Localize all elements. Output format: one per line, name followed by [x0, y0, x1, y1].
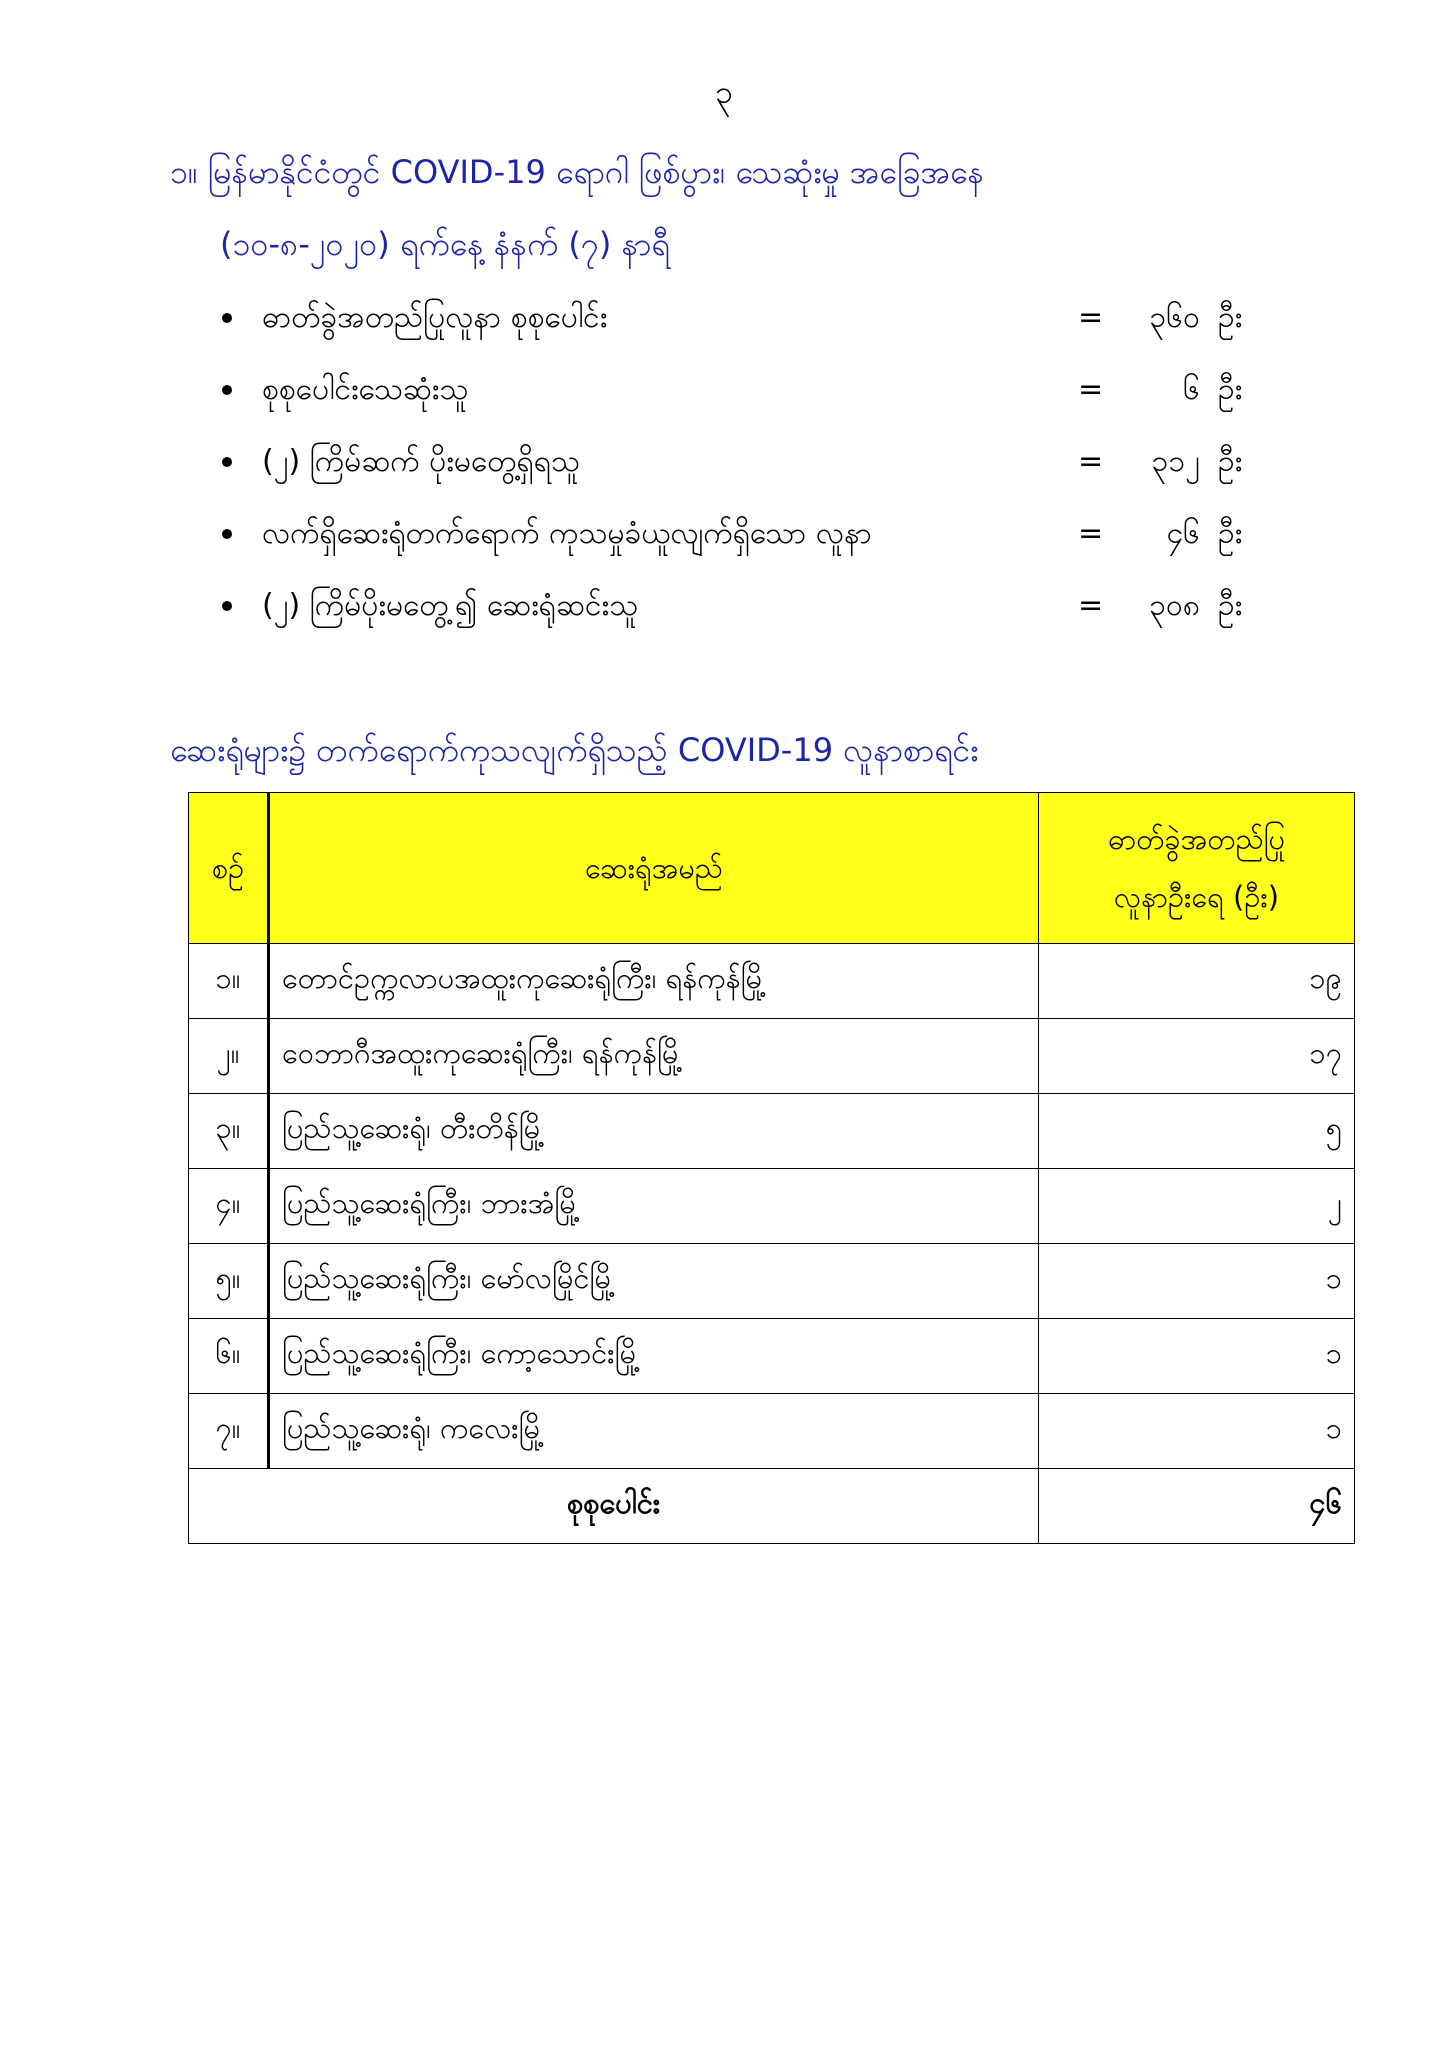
stat-value: ၃၆၀	[1149, 300, 1200, 335]
total-label: စုစုပေါင်း	[189, 1469, 1039, 1544]
row-hospital-name: ပြည်သူ့ဆေးရုံ၊ တီးတိန်မြို့	[269, 1094, 1039, 1169]
header-hospital-name: ဆေးရုံအမည်	[269, 793, 1039, 944]
stat-equals: =	[1078, 516, 1104, 551]
total-value: ၄၆	[1039, 1469, 1355, 1544]
section-title: ၁။ မြန်မာနိုင်ငံတွင် COVID-19 ရောဂါ ဖြစ်ပွား၊ သေဆုံးမှု အခြေအနေ	[170, 153, 984, 191]
table-header-row	[189, 793, 1355, 944]
table-row	[189, 1319, 1355, 1394]
stat-equals: =	[1078, 444, 1104, 479]
row-patient-count: ၅	[1039, 1094, 1355, 1169]
table-total-row	[189, 1469, 1355, 1544]
stat-label: (၂) ကြိမ်ဆက် ပိုးမတွေ့ရှိရသူ	[262, 444, 580, 479]
table-row	[189, 944, 1355, 1019]
row-no: ၆။	[189, 1319, 269, 1394]
table-row	[189, 1019, 1355, 1094]
stat-item	[0, 292, 1448, 344]
stat-unit: ဦး	[1218, 588, 1243, 623]
stat-item	[0, 436, 1448, 488]
table-row	[189, 1169, 1355, 1244]
stat-value: ၃၀၈	[1149, 588, 1200, 623]
stat-value: ၃၁၂	[1151, 444, 1200, 479]
stat-value: ၄၆	[1166, 516, 1200, 551]
row-patient-count: ၁	[1039, 1394, 1355, 1469]
row-no: ၃။	[189, 1094, 269, 1169]
row-patient-count: ၁	[1039, 1319, 1355, 1394]
table-title: ဆေးရုံများ၌ တက်ရောက်ကုသလျက်ရှိသည့် COVID-19 လူနာစာရင်း	[170, 731, 979, 769]
stat-equals: =	[1078, 588, 1104, 623]
stat-value: ၆	[1183, 372, 1200, 407]
table-row	[189, 1244, 1355, 1319]
stat-equals: =	[1078, 300, 1104, 335]
header-no: စဉ်	[189, 793, 269, 944]
row-patient-count: ၂	[1039, 1169, 1355, 1244]
stat-label: ဓာတ်ခွဲအတည်ပြုလူနာ စုစုပေါင်း	[262, 300, 608, 335]
stat-unit: ဦး	[1218, 516, 1243, 551]
stat-label: (၂) ကြိမ်ပိုးမတွေ့၍ ဆေးရုံဆင်းသူ	[262, 588, 639, 623]
row-patient-count: ၁	[1039, 1244, 1355, 1319]
row-patient-count: ၁၇	[1039, 1019, 1355, 1094]
stat-item	[0, 580, 1448, 632]
stat-unit: ဦး	[1218, 300, 1243, 335]
row-no: ၄။	[189, 1169, 269, 1244]
row-hospital-name: ပြည်သူ့ဆေးရုံကြီး၊ ဘားအံမြို့	[269, 1169, 1039, 1244]
header-patient-count	[1039, 793, 1355, 944]
row-hospital-name: ပြည်သူ့ဆေးရုံ၊ ကလေးမြို့	[269, 1394, 1039, 1469]
stat-label: စုစုပေါင်းသေဆုံးသူ	[262, 372, 469, 407]
stat-item	[0, 364, 1448, 416]
header-count-line1: ဓာတ်ခွဲအတည်ပြု	[1107, 822, 1286, 856]
header-count-line2: လူနာဦးရေ (ဦး)	[1113, 880, 1280, 914]
row-no: ၅။	[189, 1244, 269, 1319]
stat-item	[0, 508, 1448, 560]
page-number: ၃	[715, 73, 733, 111]
stat-label: လက်ရှိဆေးရုံတက်ရောက် ကုသမှုခံယူလျက်ရှိသော လူနာ	[262, 516, 872, 551]
row-no: ၇။	[189, 1394, 269, 1469]
section-date: (၁၀-၈-၂၀၂၀) ရက်နေ့ နံနက် (၇) နာရီ	[220, 225, 670, 263]
bullet-icon	[222, 313, 232, 323]
bullet-icon	[222, 601, 232, 611]
row-patient-count: ၁၉	[1039, 944, 1355, 1019]
row-hospital-name: ဝေဘာဂီအထူးကုဆေးရုံကြီး၊ ရန်ကုန်မြို့	[269, 1019, 1039, 1094]
stat-unit: ဦး	[1218, 372, 1243, 407]
table-row	[189, 1394, 1355, 1469]
bullet-icon	[222, 385, 232, 395]
bullet-icon	[222, 457, 232, 467]
row-hospital-name: ပြည်သူ့ဆေးရုံကြီး၊ ကော့သောင်းမြို့	[269, 1319, 1039, 1394]
bullet-icon	[222, 529, 232, 539]
row-no: ၁။	[189, 944, 269, 1019]
stat-unit: ဦး	[1218, 444, 1243, 479]
row-no: ၂။	[189, 1019, 269, 1094]
row-hospital-name: တောင်ဥက္ကလာပအထူးကုဆေးရုံကြီး၊ ရန်ကုန်မြို့	[269, 944, 1039, 1019]
row-hospital-name: ပြည်သူ့ဆေးရုံကြီး၊ မော်လမြိုင်မြို့	[269, 1244, 1039, 1319]
stat-equals: =	[1078, 372, 1104, 407]
table-row	[189, 1094, 1355, 1169]
hospital-table	[188, 792, 1355, 1544]
